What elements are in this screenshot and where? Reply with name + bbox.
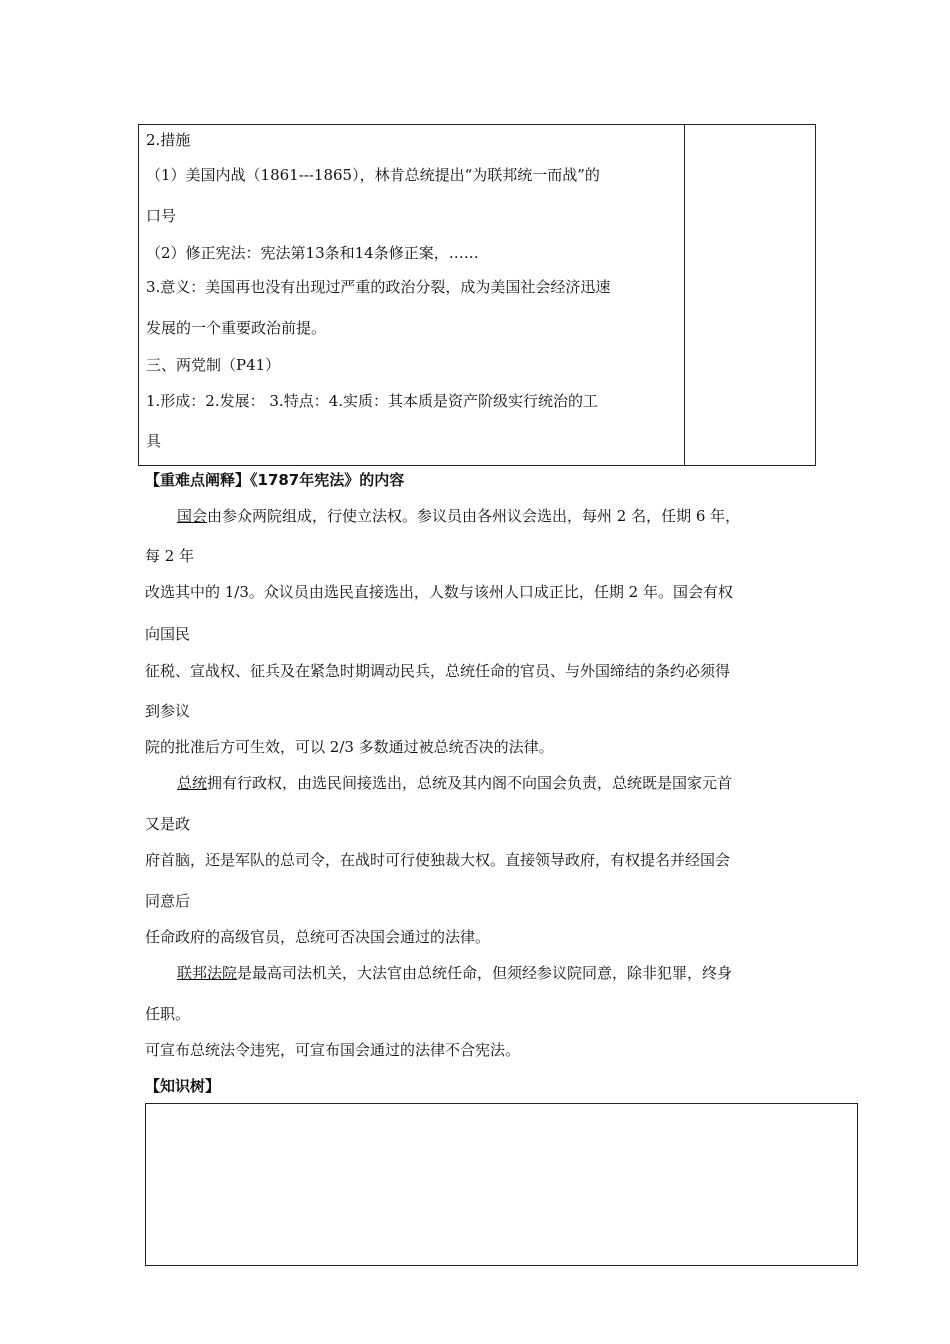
president-term: 总统 [177, 774, 208, 792]
paragraph-line: 府首脑，还是军队的总司令，在战时可行使独裁大权。直接领导政府，有权提名并经国会 [145, 851, 731, 869]
knowledge-tree-heading: 【知识树】 [145, 1077, 221, 1095]
paragraph-line: 任命政府的高级官员，总统可否决国会通过的法律。 [145, 928, 491, 946]
congress-term: 国会 [177, 507, 208, 525]
table-line: 口号 [146, 207, 177, 225]
focus-heading: 【重难点阐释】《1787年宪法》的内容 [145, 471, 405, 489]
president-paragraph [177, 773, 732, 793]
congress-paragraph [177, 506, 740, 526]
table-line: 发展的一个重要政治前提。 [146, 319, 327, 337]
table-line: 1.形成：2.发展： 3.特点：4.实质：其本质是资产阶级实行统治的工 [146, 392, 599, 410]
table-line: 2.措施 [146, 131, 191, 149]
table-line: 具 [146, 432, 162, 450]
paragraph-line: 可宣布总统法令违宪，可宣布国会通过的法律不合宪法。 [145, 1041, 521, 1059]
paragraph-line: 向国民 [145, 625, 191, 643]
table-line: 三、两党制（P41） [146, 356, 281, 374]
paragraph-line: 同意后 [145, 892, 191, 910]
table-line: （2）修正宪法：宪法第13条和14条修正案，…… [146, 244, 479, 262]
table-line: （1）美国内战（1861---1865），林肯总统提出“为联邦统一而战”的 [146, 166, 600, 184]
table-line: 3.意义：美国再也没有出现过严重的政治分裂，成为美国社会经济迅速 [146, 278, 611, 296]
table-column-divider [684, 125, 685, 465]
court-text: 是最高司法机关，大法官由总统任命，但须经参议院同意，除非犯罪，终身 [237, 964, 733, 982]
paragraph-line: 征税、宣战权、征兵及在紧急时期调动民兵，总统任命的官员、与外国缔结的条约必须得 [145, 662, 731, 680]
court-paragraph [177, 963, 732, 983]
paragraph-line: 任职。 [145, 1005, 191, 1023]
court-term: 联邦法院 [177, 964, 238, 982]
paragraph-line: 每 2 年 [145, 547, 195, 565]
paragraph-line: 院的批准后方可生效，可以 2/3 多数通过被总统否决的法律。 [145, 738, 554, 756]
paragraph-line: 又是政 [145, 815, 191, 833]
knowledge-tree-box [145, 1103, 858, 1266]
paragraph-line: 改选其中的 1/3。众议员由选民直接选出，人数与该州人口成正比，任期 2 年。国会有权 [145, 583, 733, 601]
paragraph-line: 到参议 [145, 702, 191, 720]
congress-text: 由参众两院组成，行使立法权。参议员由各州议会选出，每州 2 名，任期 6 年， [207, 507, 741, 525]
president-text: 拥有行政权，由选民间接选出，总统及其内阁不向国会负责，总统既是国家元首 [207, 774, 733, 792]
notes-table [138, 124, 816, 466]
